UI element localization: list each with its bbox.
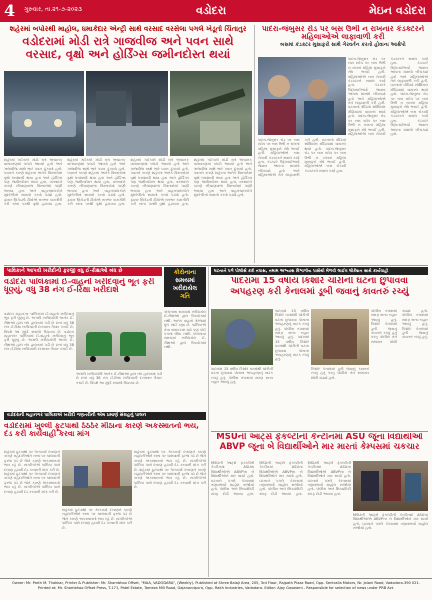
- bus-story-body-left: પાદરા-જંબુસર રોડ પર બસ સ્ટોપ પર બસ ઉભી ન રાખતાં મહિલા મુસાફરો રોષે ભરાઈ હતી. મહિલાઓએ બસ રોકાવી કંડક્ટરને સવાલ કર્યા હતા. કંડક્ટરે ઉદ્ધતાઈભર્યો જવાબ આપતા મામલો બીચક્યો હતો અને મહિલાઓએ તેને લાફાવાળી કરી હતી. ઘટનાનો વીડિયો સોશિયલ મીડિયામાં વાયરલ થયો હતો. પાદરા-જંબુસર રોડ પર બસ સ્ટોપ પર બસ ઉભી ન રાખતાં મહિલા મુસાફરો રોષે ભરાઈ હતી. મહિલાઓએ બસ રોકાવી કંડક્ટરને સવાલ કર્યા હતા.: [258, 138, 346, 178]
- rain-story-kicker: શહેરમાં બપોરથી માહોલ, ધમાકેદાર એન્ટ્રી સાથે વરસાદ વરસેલા પગલે ખેડૂતો ચિંતાતુર: [9, 25, 247, 33]
- corona-tag-box: [164, 267, 206, 307]
- padra-story-body-3: પાદરામાં 15 વર્ષીય કિશોરે ઘરમાંથી ચોરીની ઘટના છુપાવવા પોતાના અપહરણનું નાટક રચ્યું હતું. પોલીસ તપાસમાં સમગ્ર સત્ય બહાર આવ્યું હતું.: [211, 367, 273, 385]
- imprint-line2: Printed at: Mr. Shambhoo Offset Press, T-171, Patel Estate, Tameza Mill Road, Gajanandpura, Opp. Rakh Industries, Vadodara. Editor: Ajay Goswami - Responsible for selection of news under PRB Act.: [37, 586, 395, 590]
- footpath-story-body-left: શહેરમાં ફૂટપાથો પર ગેરકાયદે દબાણને કારણે રાહદારીઓને રસ્તા પર ચાલવાની ફરજ પડે છે જેને કારણે અકસ્માતનો ભય રહે છે. નાગરિકોએ પાલિકા પાસે દબાણ હટાવી દંડ કરવાની માંગ કરી છે. શહેરમાં ફૂટપાથો પર ગેરકાયદે દબાણને કારણે રાહદારીઓને રસ્તા પર ચાલવાની ફરજ પડે છે જેને કારણે અકસ્માતનો ભય રહે છે. નાગરિકોએ પાલિકા પાસે દબાણ હટાવી દંડ કરવાની માંગ કરી છે.: [4, 450, 60, 494]
- padra-story-headline-line1: પાદરામાં 15 વર્ષીય કિશોરે ચોરીની ઘટના છુપાવવા: [230, 277, 409, 286]
- masthead: [0, 0, 432, 22]
- footpath-story-body-right: શહેરમાં ફૂટપાથો પર ગેરકાયદે દબાણને કારણે રાહદારીઓને રસ્તા પર ચાલવાની ફરજ પડે છે જેને કારણે અકસ્માતનો ભય રહે છે. નાગરિકોએ પાલિકા પાસે દબાણ હટાવી દંડ કરવાની માંગ કરી છે. શહેરમાં ફૂટપાથો પર ગેરકાયદે દબાણને કારણે રાહદારીઓને રસ્તા પર ચાલવાની ફરજ પડે છે જેને કારણે અકસ્માતનો ભય રહે છે. નાગરિકોએ પાલિકા પાસે દબાણ હટાવી દંડ કરવાની માંગ કરી છે.: [134, 450, 206, 490]
- column-divider-2: [208, 267, 209, 577]
- erickshaw-story-body-left: વડોદરા મહાનગર પાલિકામાં ઈ-વાહનો ખરીદવાનું ભૂત ફરી ધૂણ્યું છે. અગાઉ ખરીદાયેલી અનેક ઈ-રીક્ષાઓ હાલ બંધ હાલતમાં પડી છે છતાં વધુ 38 નંગ ઈ-રિક્ષા ખરીદવાની દરખાસ્ત તૈયાર કરાઈ છે. વિપક્ષે આ મુદ્દે સવાલો ઉઠાવ્યા છે. વડોદરા મહાનગર પાલિકામાં ઈ-વાહનો ખરીદવાનું ભૂત ફરી ધૂણ્યું છે. અગાઉ ખરીદાયેલી અનેક ઈ-રીક્ષાઓ હાલ બંધ હાલતમાં પડી છે છતાં વધુ 38 નંગ ઈ-રિક્ષા ખરીદવાની દરખાસ્ત તૈયાર કરાઈ છે.: [4, 312, 74, 352]
- corona-tag-line3: ખરીદાયેલ: [172, 285, 198, 292]
- footpath-photo: [62, 450, 132, 506]
- corona-tag-line1: કોરોનાના: [173, 269, 197, 276]
- corona-tag-line4: ગતિ: [180, 293, 190, 300]
- issue-date: ગુરુવાર, તા.૨૧-૭-૨૦૨૩: [24, 6, 82, 13]
- padra-story-bar: ઘટનાને પગે પોલીસે કરી તપાસ, તમામ અભ્યાસ વિભાગીય પાસેથી મેળવી લાઈવ લોકેશન સાથે કાર્યવાહી: [211, 267, 428, 275]
- masthead-city: વડોદરા: [196, 4, 227, 17]
- footpath-story-body-mid: શહેરમાં ફૂટપાથો પર ગેરકાયદે દબાણને કારણે રાહદારીઓને રસ્તા પર ચાલવાની ફરજ પડે છે જેને કારણે અકસ્માતનો ભય રહે છે. નાગરિકોએ પાલિકા પાસે દબાણ હટાવી દંડ કરવાની માંગ કરી છે.: [62, 508, 132, 530]
- column-divider: [254, 25, 255, 263]
- imprint-footer: [0, 578, 432, 600]
- bus-story-body-right: પાદરા-જંબુસર રોડ પર બસ સ્ટોપ પર બસ ઉભી ન રાખતાં મહિલા મુસાફરો રોષે ભરાઈ હતી. મહિલાઓએ બસ રોકાવી કંડક્ટરને સવાલ કર્યા હતા. કંડક્ટરે ઉદ્ધતાઈભર્યો જવાબ આપતા મામલો બીચક્યો હતો અને મહિલાઓએ તેને લાફાવાળી કરી હતી. ઘટનાનો વીડિયો સોશિયલ મીડિયામાં વાયરલ થયો હતો. પાદરા-જંબુસર રોડ પર બસ સ્ટોપ પર બસ ઉભી ન રાખતાં મહિલા મુસાફરો રોષે ભરાઈ હતી. મહિલાઓએ બસ રોકાવી કંડક્ટરને સવાલ કર્યા હતા. કંડક્ટરે ઉદ્ધતાઈભર્યો જવાબ આપતા મામલો બીચક્યો હતો અને મહિલાઓએ તેને લાફાવાળી કરી હતી. ઘટનાનો વીડિયો સોશિયલ મીડિયામાં વાયરલ થયો હતો. પાદરા-જંબુસર રોડ પર બસ સ્ટોપ પર બસ ઉભી ન રાખતાં મહિલા મુસાફરો રોષે ભરાઈ હતી. મહિલાઓએ બસ રોકાવી કંડક્ટરને સવાલ કર્યા હતા. કંડક્ટરે ઉદ્ધતાઈભર્યો જવાબ આપતા મામલો બીચક્યો હતો.: [348, 57, 428, 136]
- bus-story-headline: પાદરા-જંબુસર રોડ પર બસ ઉભી ન રાખનાર કંડક્ટરને મહિલાઓએ લાફાવાળી કરી: [261, 25, 425, 41]
- bus-story-kicker: બસમાં કંડક્ટર મુસાફરો સાથે ગેરવર્તન કરતો હોવાના આક્ષેપો: [280, 41, 406, 48]
- rain-photo-1: [4, 71, 84, 156]
- rain-story-headline-block: [4, 25, 252, 69]
- msu-story-body-right: MSUની આર્ટ્સ ફેકલ્ટીની કેન્ટીનમાં ASUના વિદ્યાર્થીઓએ ABVPના બે વિદ્યાર્થીઓને માર માર્યો હતો. ઘટનાને પગલે કેમ્પસમાં તણાવભર્યો માહોલ સર્જાયો હતો.: [353, 513, 428, 531]
- padra-story-body-1: પાદરામાં 15 વર્ષીય કિશોરે ઘરમાંથી ચોરીની ઘટના છુપાવવા પોતાના અપહરણનું નાટક રચ્યું હતું. પોલીસ તપાસમાં સમગ્ર સત્ય બહાર આવ્યું હતું. પાદરામાં 15 વર્ષીય કિશોરે ઘરમાંથી ચોરીની ઘટના છુપાવવા પોતાના અપહરણનું નાટક રચ્યું હતું.: [275, 309, 309, 362]
- padra-story-body-4: કિશોરે કેનાલમાં ડૂબી જવાનું કાવતરું રચ્યું હતું પરંતુ પોલીસે તેને સલામત શોધી કાઢ્યો હતો.: [311, 367, 369, 380]
- bus-story-headline-block: [258, 25, 428, 55]
- msu-photo: [353, 461, 428, 511]
- footpath-story-bar: વડોદરાની મહાનગર પાલિકાએ ખરીદી ગણતરીની એમ પ્રમાણે સંગ્રહનું પાલન: [4, 412, 206, 420]
- msu-story-body: MSUની આર્ટ્સ ફેકલ્ટીની કેન્ટીનમાં ASUના વિદ્યાર્થીઓએ ABVPના બે વિદ્યાર્થીઓને માર માર્યો હતો. ઘટનાને પગલે કેમ્પસમાં તણાવભર્યો માહોલ સર્જાયો હતો. પોલીસ અને સિક્યોરિટી સ્ટાફ દોડી આવ્યા હતા. MSUની આર્ટ્સ ફેકલ્ટીની કેન્ટીનમાં ASUના વિદ્યાર્થીઓએ ABVPના બે વિદ્યાર્થીઓને માર માર્યો હતો. ઘટનાને પગલે કેમ્પસમાં તણાવભર્યો માહોલ સર્જાયો હતો. પોલીસ અને સિક્યોરિટી સ્ટાફ દોડી આવ્યા હતા. MSUની આર્ટ્સ ફેકલ્ટીની કેન્ટીનમાં ASUના વિદ્યાર્થીઓએ ABVPના બે વિદ્યાર્થીઓને માર માર્યો હતો. ઘટનાને પગલે કેમ્પસમાં તણાવભર્યો માહોલ સર્જાયો હતો. પોલીસ અને સિક્યોરિટી સ્ટાફ દોડી આવ્યા હતા.: [211, 461, 351, 496]
- padra-photo-1: [211, 309, 273, 365]
- padra-story-body-2: પોલીસ તપાસમાં સમગ્ર સત્ય બહાર આવ્યું હતું. કિશોરે કેનાલમાં ડૂબી જવાનું કાવતરું રચ્યું હતું પરંતુ પોલીસે તેને સલામત શોધી કાઢ્યો હતો. પોલીસ તપાસમાં સમગ્ર સત્ય બહાર આવ્યું હતું. કિશોરે કેનાલમાં ડૂબી જવાનું કાવતરું રચ્યું હતું.: [371, 309, 428, 344]
- masthead-section: મેઇન વડોદરા: [368, 4, 426, 17]
- corona-tag-line2: સમયમાં: [175, 277, 195, 284]
- rain-story-headline-line2: વરસાદ, વૃક્ષો અને હોર્ડિંગ્સ જમીનદોસ્ત થયાં: [25, 47, 231, 62]
- erickshaw-story-headline-block: [4, 278, 162, 310]
- section-rule: [4, 265, 428, 266]
- footpath-story-headline-block: [4, 422, 206, 448]
- erickshaw-story-bar: પાવિકાને આપવી ખરીદીની ફરજી વધુ ઈ-રીક્ષાઓ બંધ છે: [4, 267, 162, 276]
- padra-story-headline-line2: અપહરણ કરી કેનાલમાં ડૂબી જવાનું કાવતરું રચ્યું: [230, 287, 409, 298]
- rain-story-body: શહેરમાં ગઈકાલે મોડી રાત્રે અચાનક વાતાવરણમાં પલટો આવ્યો હતો અને ગાજવીજ સાથે ભારે પવન ફૂંકાયો હતો. પવનને કારણે શહેરના અનેક વિસ્તારોમાં વૃક્ષો ધરાશાયી થયા હતા અને હોર્ડિંગ્સ પણ જમીનદોસ્ત થયા હતા. વરસાદને કારણે નીચાણવાળા વિસ્તારોમાં પાણી ભરાયા હતા અને વાહનચાલકોને મુશ્કેલીનો સામનો કરવો પડ્યો હતો. ફાયર બ્રિગેડની ટીમોએ રાતભર કામગીરી કરી રસ્તા પરથી વૃક્ષો હટાવ્યા હતા. શહેરમાં ગઈકાલે મોડી રાત્રે અચાનક વાતાવરણમાં પલટો આવ્યો હતો અને ગાજવીજ સાથે ભારે પવન ફૂંકાયો હતો. પવનને કારણે શહેરના અનેક વિસ્તારોમાં વૃક્ષો ધરાશાયી થયા હતા અને હોર્ડિંગ્સ પણ જમીનદોસ્ત થયા હતા. વરસાદને કારણે નીચાણવાળા વિસ્તારોમાં પાણી ભરાયા હતા અને વાહનચાલકોને મુશ્કેલીનો સામનો કરવો પડ્યો હતો. ફાયર બ્રિગેડની ટીમોએ રાતભર કામગીરી કરી રસ્તા પરથી વૃક્ષો હટાવ્યા હતા. શહેરમાં ગઈકાલે મોડી રાત્રે અચાનક વાતાવરણમાં પલટો આવ્યો હતો અને ગાજવીજ સાથે ભારે પવન ફૂંકાયો હતો. પવનને કારણે શહેરના અનેક વિસ્તારોમાં વૃક્ષો ધરાશાયી થયા હતા અને હોર્ડિંગ્સ પણ જમીનદોસ્ત થયા હતા. વરસાદને કારણે નીચાણવાળા વિસ્તારોમાં પાણી ભરાયા હતા અને વાહનચાલકોને મુશ્કેલીનો સામનો કરવો પડ્યો હતો. ફાયર બ્રિગેડની ટીમોએ રાતભર કામગીરી કરી રસ્તા પરથી વૃક્ષો હટાવ્યા હતા. શહેરમાં ગઈકાલે મોડી રાત્રે અચાનક વાતાવરણમાં પલટો આવ્યો હતો અને ગાજવીજ સાથે ભારે પવન ફૂંકાયો હતો. પવનને કારણે શહેરના અનેક વિસ્તારોમાં વૃક્ષો ધરાશાયી થયા હતા અને હોર્ડિંગ્સ પણ જમીનદોસ્ત થયા હતા. વરસાદને કારણે નીચાણવાળા વિસ્તારોમાં પાણી ભરાયા હતા અને વાહનચાલકોને મુશ્કેલીનો સામનો કરવો પડ્યો હતો.: [4, 158, 252, 207]
- erickshaw-story-body-right: અગાઉ ખરીદાયેલી અનેક ઈ-રીક્ષાઓ હાલ બંધ હાલતમાં પડી છે છતાં વધુ 38 નંગ ઈ-રિક્ષા ખરીદવાની દરખાસ્ત તૈયાર કરાઈ છે. વિપક્ષે આ મુદ્દે સવાલો ઉઠાવ્યા છે.: [76, 372, 162, 385]
- page-number: 4: [4, 1, 16, 20]
- rain-story-headline-line1: વડોદરામાં મોડી રાત્રે ગાજવીજ અને પવન સાથે: [22, 34, 234, 49]
- bus-photo-1: [258, 57, 346, 135]
- padra-photo-2: [311, 309, 369, 365]
- footpath-story-headline: વડોદરામાં ખુલ્લી ફૂટપાથો ઠેઠઠેર મીઠાના કારણે અકસ્માતનો ભય, દંડ કરી કાર્યવાહી કરવા માંગ: [4, 422, 199, 438]
- erickshaw-story-headline: વડોદરા પાલિકામાં ઈ-વાહનો ખરીદવાનું ભૂત ફરી ધૂણ્યું, વધુ 38 નંગ ઈ-રિક્ષા ખરીદાશે: [4, 278, 155, 295]
- rain-photo-3: [170, 71, 252, 156]
- section-rule-2: [211, 431, 428, 432]
- corona-story-body: કોરોનાના સમયમાં ખરીદાયેલ ઈ-રીક્ષાઓ હાલ ઉપયોગમાં નથી. અનેક વાહનો ગેરેજમાં ધૂળ ખાઈ રહ્યા છે. પાલિકાએ તેના સમારકામ માટે પણ કોઈ પગલાં લીધા નથી. કોરોનાના સમયમાં ખરીદાયેલ ઈ-રીક્ષાઓ હાલ ઉપયોગમાં નથી.: [164, 310, 206, 350]
- imprint-line1: Owner: Mr. Parth M. Thakkar, Printer & Publisher: Mr. Shambhoo Offset, "MAA, VADODARA", (Weekly). Published at Shree Balaji Area, 205, 3rd Floor, Rajpath Plaza Road, Opp. Sentralia Motors, Nr. Jalani Road, Vadodara-390 021.: [12, 581, 420, 585]
- msu-story-headline-line1: MSUની આર્ટ્સ ફેકલ્ટીની કેન્ટીનમાં ASU જૂના વિદ્યાર્થીઓ: [216, 433, 423, 442]
- rain-photo-2: [86, 71, 168, 156]
- erickshaw-photo: [76, 312, 162, 370]
- msu-story-headline-line2: ABVP જૂના બે વિદ્યાર્થીઓને માર મારતાં કેમ્પસમાં ચકચાર: [219, 441, 420, 452]
- padra-story-headline-block: [211, 277, 428, 307]
- msu-story-headline-block: [211, 433, 428, 459]
